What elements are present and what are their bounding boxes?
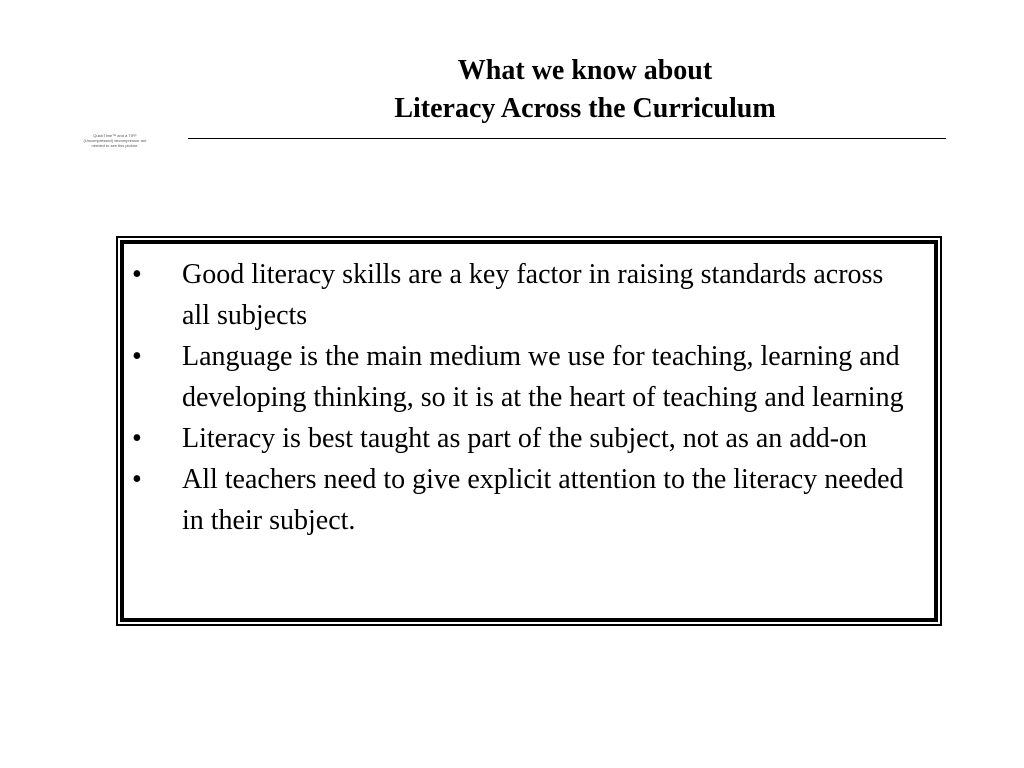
bullet-icon: • — [132, 341, 142, 372]
bullet-icon: • — [132, 423, 142, 454]
bullet-text: All teachers need to give explicit attention to the literacy needed in their subject. — [182, 464, 904, 536]
slide-title — [290, 52, 880, 128]
bullet-item — [124, 459, 934, 541]
bullet-list — [124, 254, 934, 541]
bullet-box-inner — [120, 240, 938, 622]
missing-image-placeholder: QuickTime™ and a TIFF (Uncompressed) decompressor are needed to see this picture. — [83, 133, 147, 148]
bullet-item — [124, 336, 934, 418]
title-line-2: Literacy Across the Curriculum — [394, 93, 776, 124]
bullet-item — [124, 418, 934, 459]
bullet-text: Literacy is best taught as part of the subject, not as an add-on — [182, 423, 868, 454]
bullet-icon: • — [132, 464, 142, 495]
title-line-1: What we know about — [457, 55, 713, 86]
bullet-text: Good literacy skills are a key factor in raising standards across all subjects — [182, 259, 884, 331]
bullet-item — [124, 254, 934, 336]
bullet-box — [116, 236, 942, 626]
bullet-text: Language is the main medium we use for teaching, learning and developing thinking, so it is at the heart of teaching and learning — [182, 341, 904, 413]
title-divider — [188, 138, 946, 139]
bullet-icon: • — [132, 259, 142, 290]
